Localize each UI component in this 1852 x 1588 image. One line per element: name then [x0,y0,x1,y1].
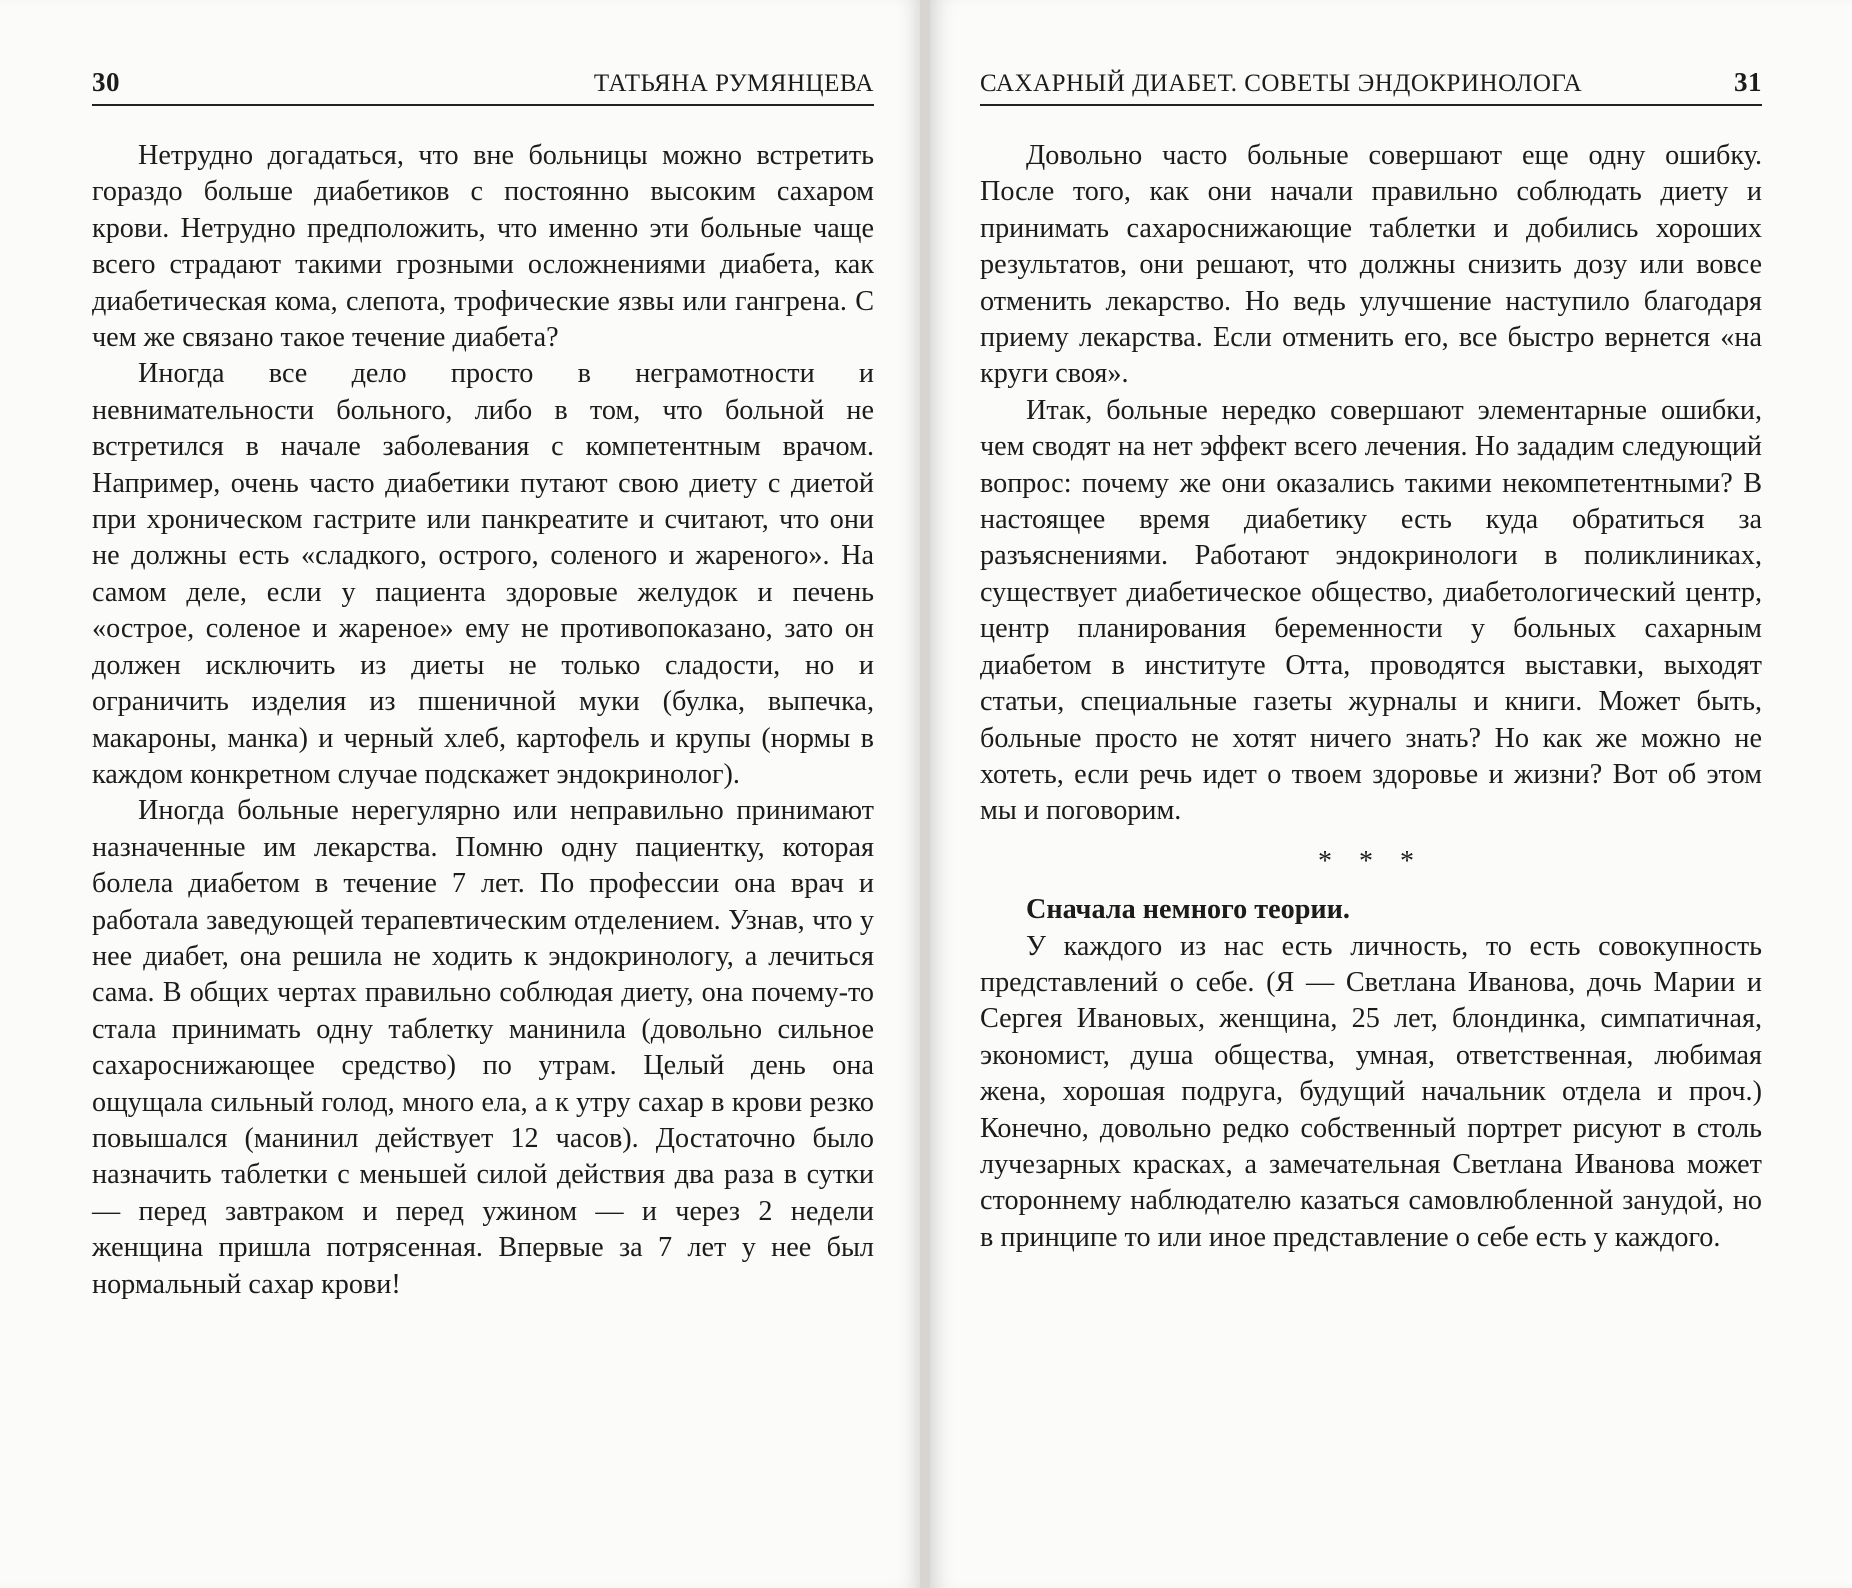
paragraph: Иногда все дело просто в неграмотности и невнимательности больного, либо в том, что больной не встретился в начале заболевания с компетентным врачом. Например, очень часто диабетики путают свою диету с диетой при хроническом гастрите или панкреатите и считают, что они не должны есть «сладкого, острого, соленого и жареного». На самом деле, если у пациента здоровые желудок и печень «острое, соленое и жареное» ему не противопоказано, зато он должен исключить из диеты не только сладости, но и ограничить изделия из пшеничной муки (булка, выпечка, макароны, манка) и черный хлеб, картофель и крупы (нормы в каждом конкретном случае подскажет эндокринолог). [92,358,874,790]
running-head: ТАТЬЯНА РУМЯНЦЕВА [593,70,874,97]
paragraph: Нетрудно догадаться, что вне больницы можно встретить гораздо больше диабетиков с постоянно высоким сахаром крови. Нетрудно предположить, что именно эти больные чаще всего страдают такими грозными осложнениями диабета, как диабетическая кома, слепота, трофические язвы или гангрена. С чем же связано такое течение диабета? [92,140,874,354]
running-head: САХАРНЫЙ ДИАБЕТ. СОВЕТЫ ЭНДОКРИНОЛОГА [980,70,1583,97]
section-separator: * * * [1318,845,1424,877]
left-page [0,0,922,1588]
paragraph: Итак, больные нередко совершают элементарные ошибки, чем сводят на нет эффект всего лечения. Но зададим следующий вопрос: почему же они оказались такими некомпетентными? В настоящее время диабетику есть куда обратиться за разъяснениями. Работают эндокринологи в поликлиниках, существует диабетическое общество, диабетологический центр, центр планирования беременности у больных сахарным диабетом в институте Отта, проводятся выставки, выходят статьи, специальные газеты журналы и книги. Может быть, больные просто не хотят ничего знать? Но как же можно не хотеть, если речь идет о твоем здоровье и жизни? Вот об этом мы и поговорим. [980,394,1762,827]
page-number: 31 [1734,67,1762,97]
left-page-text [92,138,874,1303]
paragraph: У каждого из нас есть личность, то есть совокупность представлений о себе. (Я — Светлана Иванова, дочь Марии и Сергея Ивановых, женщина, 25 лет, блондинка, симпатичная, экономист, душа общества, умная, ответственная, любимая жена, хорошая подруга, будущий начальник отдела и проч.) Конечно, довольно редко собственный портрет рисуют в столь лучезарных красках, а замечательная Светлана Иванова может стороннему наблюдателю казаться самовлюбленной занудой, но в принципе то или иное представление о себе есть у каждого. [980,930,1762,1253]
right-page-text [980,138,1762,1256]
paragraph: Довольно часто больные совершают еще одну ошибку. После того, как они начали правильно соблюдать диету и принимать сахароснижающие таблетки и добились хороших результатов, они решают, что должны снизить дозу или вовсе отменить лекарство. Но ведь улучшение наступило благодаря приему лекарства. Если отменить его, все быстро вернется «на круги своя». [980,140,1762,390]
right-page [930,0,1852,1588]
left-page-header [92,62,874,106]
paragraph: Иногда больные нерегулярно или неправильно принимают назначенные им лекарства. Помню одну пациентку, которая болела диабетом в течение 7 лет. По профессии она врач и работала заведующей терапевтическим отделением. Узнав, что у нее диабет, она решила не ходить к эндокринологу, а лечиться сама. В общих чертах правильно соблюдая диету, она почему-то стала принимать одну таблетку манинила (довольно сильное сахароснижающее средство) по утрам. Целый день она ощущала сильный голод, много ела, а к утру сахар в крови резко повышался (манинил действует 12 часов). Достаточно было назначить таблетки с меньшей силой действия два раза в сутки — перед завтраком и перед ужином — и через 2 недели женщина пришла потрясенная. Впервые за 7 лет у нее был нормальный сахар крови! [92,795,874,1300]
page-number: 30 [92,67,120,97]
right-page-header [980,62,1762,106]
section-subheading: Сначала немного теории. [1026,894,1350,926]
